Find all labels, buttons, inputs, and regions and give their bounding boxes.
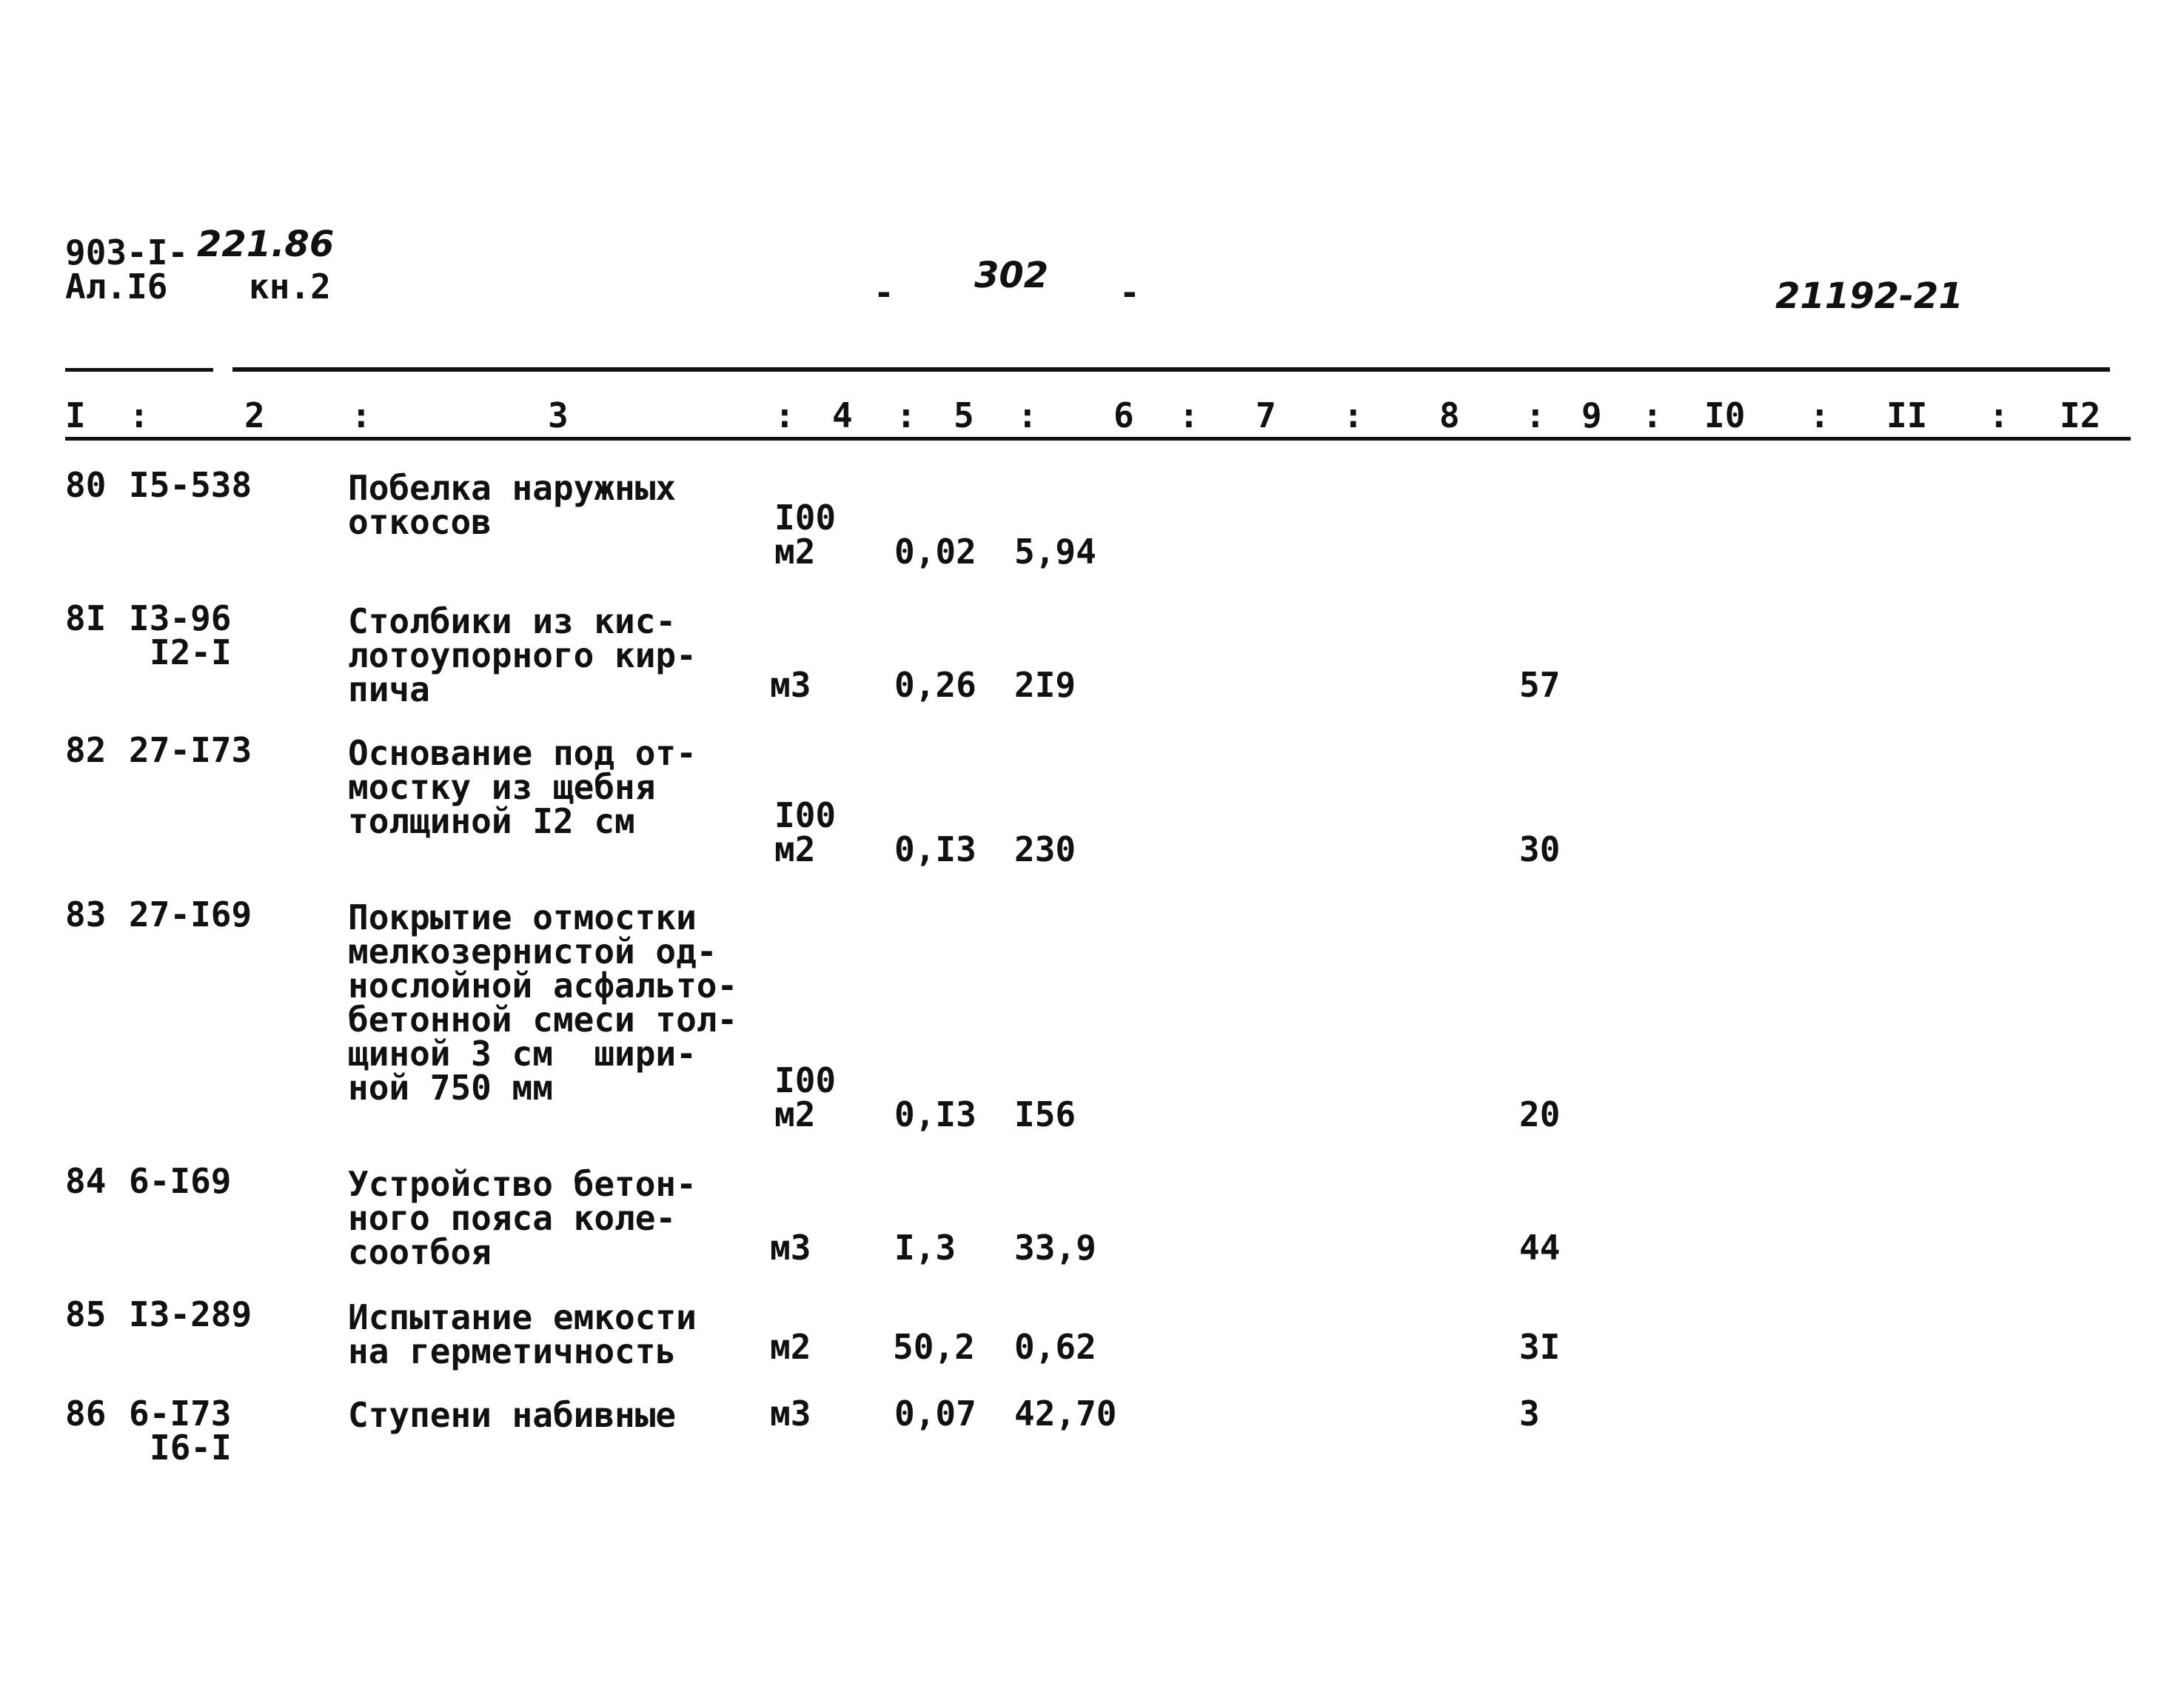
description-line: ной 750 мм bbox=[348, 1068, 553, 1108]
row-description bbox=[348, 897, 738, 1108]
col-header-5: 5 bbox=[954, 395, 974, 435]
row-quantity: 0,I3 bbox=[894, 1094, 977, 1134]
description-line: Устройство бетон- bbox=[348, 1164, 697, 1204]
header-rule bbox=[65, 437, 2131, 441]
row-description bbox=[348, 1297, 697, 1371]
description-line: откосов bbox=[348, 502, 492, 542]
row-price: 5,94 bbox=[1014, 532, 1096, 572]
description-line: лотоупорного кир- bbox=[348, 635, 697, 675]
row-col9: 20 bbox=[1519, 1094, 1561, 1134]
row-code bbox=[129, 1394, 232, 1468]
code-line: I6-I bbox=[150, 1428, 232, 1468]
row-col9: 3 bbox=[1519, 1394, 1540, 1434]
row-price: 230 bbox=[1014, 829, 1076, 869]
col-separator: : bbox=[896, 395, 917, 435]
code-line: 6-I69 bbox=[129, 1161, 232, 1201]
col-header-2: 2 bbox=[244, 395, 265, 435]
row-unit bbox=[774, 795, 837, 869]
description-line: Покрытие отмостки bbox=[348, 897, 697, 937]
row-code bbox=[129, 465, 252, 505]
description-line: Основание под от- bbox=[348, 733, 697, 773]
col-header-1: I bbox=[65, 395, 86, 435]
row-unit bbox=[770, 1394, 811, 1434]
unit-line: м3 bbox=[770, 1394, 811, 1434]
row-number: 82 bbox=[65, 730, 107, 770]
unit-line: м2 bbox=[774, 1094, 816, 1134]
col-separator: : bbox=[1343, 395, 1364, 435]
row-unit bbox=[770, 1228, 811, 1268]
description-line: толщиной I2 см bbox=[348, 801, 635, 841]
inventory-number: 21192-21 bbox=[1775, 275, 1963, 317]
unit-line: м2 bbox=[770, 1327, 811, 1367]
code-line: 27-I69 bbox=[129, 894, 252, 934]
col-separator: : bbox=[1017, 395, 1038, 435]
row-col9: 57 bbox=[1519, 665, 1561, 705]
row-code bbox=[129, 1161, 232, 1201]
description-line: Испытание емкости bbox=[348, 1297, 697, 1337]
row-col9: 44 bbox=[1519, 1228, 1561, 1268]
row-unit bbox=[770, 1327, 811, 1367]
col-header-11: II bbox=[1886, 395, 1928, 435]
col-separator: : bbox=[774, 395, 795, 435]
page-number: 302 bbox=[974, 255, 1049, 296]
col-header-12: I2 bbox=[2060, 395, 2101, 435]
col-header-8: 8 bbox=[1439, 395, 1460, 435]
col-separator: : bbox=[1989, 395, 2009, 435]
row-number: 84 bbox=[65, 1161, 107, 1201]
row-description bbox=[348, 733, 697, 841]
row-quantity: 0,02 bbox=[894, 532, 977, 572]
description-line: на герметичность bbox=[348, 1331, 677, 1371]
unit-line: I00 bbox=[774, 1060, 837, 1100]
doc-code-handwritten: 221.86 bbox=[197, 224, 335, 265]
row-number: 8I bbox=[65, 598, 107, 638]
unit-line: I00 bbox=[774, 795, 837, 835]
row-unit bbox=[774, 1060, 837, 1134]
code-line: I3-289 bbox=[129, 1294, 252, 1334]
row-col9: 30 bbox=[1519, 829, 1561, 869]
col-header-10: I0 bbox=[1704, 395, 1746, 435]
row-number: 83 bbox=[65, 894, 107, 934]
row-price: 42,70 bbox=[1014, 1394, 1117, 1434]
doc-code: 903-I- bbox=[65, 233, 189, 272]
description-line: Ступени набивные bbox=[348, 1395, 677, 1435]
description-line: щиной 3 см шири- bbox=[348, 1034, 697, 1074]
row-price: 33,9 bbox=[1014, 1228, 1096, 1268]
unit-line: I00 bbox=[774, 498, 837, 538]
row-number: 80 bbox=[65, 465, 107, 505]
code-line: I5-538 bbox=[129, 465, 252, 505]
unit-line: м3 bbox=[770, 665, 811, 705]
description-line: Столбики из кис- bbox=[348, 601, 677, 641]
code-line: I3-96 bbox=[129, 598, 232, 638]
description-line: пича bbox=[348, 669, 430, 709]
code-line: I2-I bbox=[150, 632, 232, 672]
description-line: мостку из щебня bbox=[348, 767, 656, 807]
description-line: нослойной асфальто- bbox=[348, 966, 738, 1006]
row-description bbox=[348, 468, 677, 542]
row-description bbox=[348, 1395, 677, 1435]
unit-line: м3 bbox=[770, 1228, 811, 1268]
col-header-6: 6 bbox=[1113, 395, 1134, 435]
row-unit bbox=[774, 498, 837, 572]
col-header-4: 4 bbox=[832, 395, 853, 435]
page-dash-right: - bbox=[1119, 272, 1140, 312]
book-label: кн.2 bbox=[249, 267, 331, 307]
row-col9: 3I bbox=[1519, 1327, 1561, 1367]
row-quantity: I,3 bbox=[894, 1228, 957, 1268]
top-rule-left bbox=[65, 368, 213, 372]
row-unit bbox=[770, 665, 811, 705]
row-quantity: 0,I3 bbox=[894, 829, 977, 869]
page-dash-left: - bbox=[874, 272, 894, 312]
col-separator: : bbox=[1525, 395, 1546, 435]
row-price: 0,62 bbox=[1014, 1327, 1096, 1367]
col-header-9: 9 bbox=[1581, 395, 1602, 435]
row-quantity: 0,07 bbox=[894, 1394, 977, 1434]
row-quantity: 0,26 bbox=[894, 665, 977, 705]
row-description bbox=[348, 601, 697, 709]
row-code bbox=[129, 598, 232, 672]
album-label: Ал.I6 bbox=[65, 267, 168, 307]
description-line: ного пояса коле- bbox=[348, 1198, 677, 1238]
col-header-7: 7 bbox=[1256, 395, 1276, 435]
col-header-3: 3 bbox=[548, 395, 569, 435]
col-separator: : bbox=[351, 395, 372, 435]
code-line: 6-I73 bbox=[129, 1394, 232, 1434]
col-separator: : bbox=[1642, 395, 1663, 435]
unit-line: м2 bbox=[774, 532, 816, 572]
row-description bbox=[348, 1164, 697, 1272]
description-line: соотбоя bbox=[348, 1232, 492, 1272]
code-line: 27-I73 bbox=[129, 730, 252, 770]
description-line: Побелка наружных bbox=[348, 468, 677, 508]
unit-line: м2 bbox=[774, 829, 816, 869]
description-line: мелкозернистой од- bbox=[348, 932, 717, 971]
row-price: I56 bbox=[1014, 1094, 1076, 1134]
top-rule-right bbox=[232, 367, 2110, 372]
col-separator: : bbox=[1179, 395, 1199, 435]
description-line: бетонной смеси тол- bbox=[348, 1000, 738, 1040]
row-code bbox=[129, 894, 252, 934]
col-separator: : bbox=[129, 395, 150, 435]
row-code bbox=[129, 730, 252, 770]
row-number: 85 bbox=[65, 1294, 107, 1334]
row-code bbox=[129, 1294, 252, 1334]
col-separator: : bbox=[1809, 395, 1830, 435]
row-price: 2I9 bbox=[1014, 665, 1076, 705]
row-quantity: 50,2 bbox=[893, 1327, 975, 1367]
row-number: 86 bbox=[65, 1394, 107, 1434]
